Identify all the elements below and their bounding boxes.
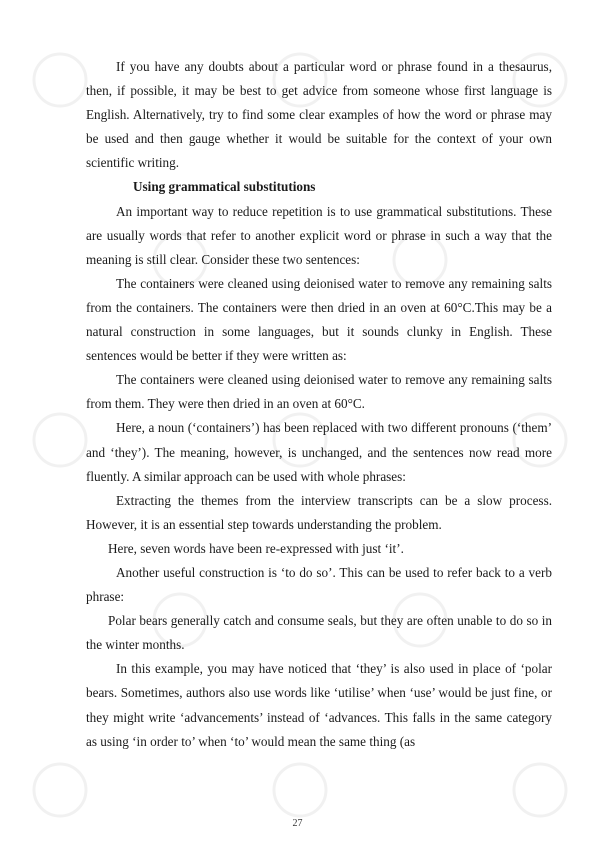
paragraph-substitutions-intro: An important way to reduce repetition is to use grammatical substitutions. These are usually words that refer to another explicit word or phrase in such a way that the meaning is still clear. Consider these two sentences: bbox=[86, 203, 552, 267]
paragraph-example-original: The containers were cleaned using deionised water to remove any remaining salts from the containers. The containers were then dried in an oven at 60°C.This may be a natural construction in some languages, but it sounds clunky in English. These sentences would be better if they were written as: bbox=[86, 275, 552, 364]
paragraph-example-improved: The containers were cleaned using deionised water to remove any remaining salts from them. They were then dried in an oven at 60°C. bbox=[86, 372, 552, 412]
paragraph-to-do-so: Another useful construction is ‘to do so’. This can be used to refer back to a verb phrase: bbox=[86, 564, 552, 605]
page-number: 27 bbox=[292, 818, 303, 829]
paragraph-seven-words: Here, seven words have been re-expressed with just ‘it’. bbox=[108, 540, 404, 556]
paragraph-phrase-example: Extracting the themes from the interview transcripts can be a slow process. However, it is an essential step towards understanding the problem. bbox=[86, 492, 552, 532]
paragraph-pronoun-explanation: Here, a noun (‘containers’) has been replaced with two different pronouns (‘them’ and ‘they’). The meaning, however, is unchanged, and the sentences now read more fluently. A similar approach can be used with whole phrases: bbox=[86, 420, 552, 484]
paragraph-polar-bears: Polar bears generally catch and consume seals, but they are often unable to do so in the winter months. bbox=[86, 613, 552, 653]
paragraph-word-choice: In this example, you may have noticed that ‘they’ is also used in place of ‘polar bears. Sometimes, authors also use words like ‘utilise’ when ‘use’ would be just fine, or they might write ‘advancements’ instead of ‘advances. This falls in the same category as using ‘in order to’ when ‘to’ would mean the same thing (as bbox=[86, 661, 552, 749]
section-heading: Using grammatical substitutions bbox=[133, 179, 316, 195]
paragraph-thesaurus-advice: If you have any doubts about a particular word or phrase found in a thesaurus, then, if possible, it may be best to get advice from someone whose first language is English. Alternatively, try to find some clear examples of how the word or phrase may be used and then gauge whether it would be suitable for the context of your own scientific writing. bbox=[86, 59, 552, 171]
